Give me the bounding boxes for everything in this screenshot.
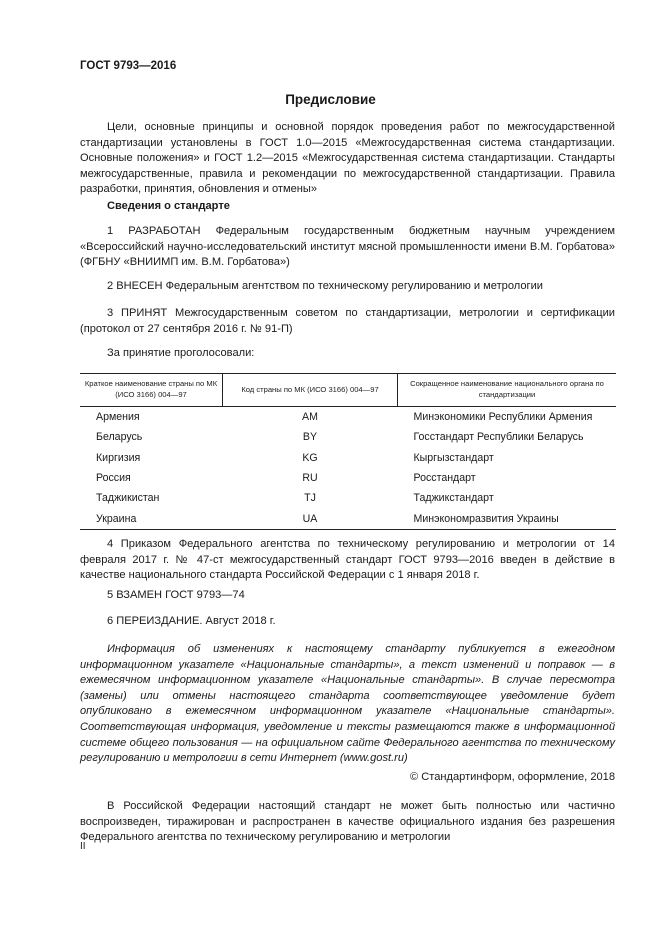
country-code: RU — [302, 472, 318, 485]
item-enacted: 4 Приказом Федерального агентства по техническому регулированию и метрологии от 14 февраля 2017 г. № 47-ст межгосударственный стандарт ГОСТ 9793—2016 введен в действие в качестве национального стандарта Российской Федерации с 1 января 2018 г. — [80, 538, 615, 582]
document-id: ГОСТ 9793—2016 — [80, 60, 177, 72]
voted-label: За принятие проголосовали: — [107, 347, 255, 359]
page-title: Предисловие — [285, 92, 376, 107]
country-name: Таджикистан — [96, 492, 160, 505]
standards-body: Кыргызстандарт — [413, 451, 494, 464]
country-code: KG — [302, 451, 318, 464]
page-number: II — [80, 841, 86, 852]
item-reissue: 6 ПЕРЕИЗДАНИЕ. Август 2018 г. — [107, 615, 276, 627]
country-name: Беларусь — [96, 431, 143, 444]
section-title: Сведения о стандарте — [107, 200, 230, 212]
country-name: Россия — [96, 472, 131, 485]
column-header-code: Код страны по МК (ИСО 3166) 004—97 — [223, 374, 398, 407]
standards-body: Росстандарт — [413, 472, 476, 485]
country-name: Киргизия — [96, 451, 141, 464]
info-notice: Информация об изменениях к настоящему стандарту публикуется в ежегодном информационном указателе «Национальные стандарты», а текст изменений и поправок — в ежемесячном информационном указателе «Национальные стандарты». В случае пересмотра (замены) или отмены настоящего стандарта соответствующее уведомление будет опубликовано в ежемесячном информационном указателе «Национальные стандарты». Соответствующая информация, уведомление и тексты размещаются также в информационной системе общего пользования — на официальном сайте Федерального агентства по техническому регулированию и метрологии в сети Интернет (www.gost.ru) — [80, 643, 615, 765]
reproduction-notice: В Российской Федерации настоящий стандарт не может быть полностью или частично воспроизведен, тиражирован и распространен в качестве официального издания без разрешения Федерального агентства по техническому регулированию и метрологии — [80, 800, 615, 844]
table-row — [80, 448, 616, 468]
item-submitted: 2 ВНЕСЕН Федеральным агентством по техническому регулированию и метрологии — [107, 280, 543, 292]
table-header-row — [80, 374, 616, 407]
country-code: BY — [302, 431, 318, 444]
table-row — [80, 427, 616, 447]
voting-countries-table — [80, 373, 616, 530]
table-row — [80, 407, 616, 428]
table-row — [80, 488, 616, 508]
item-adopted: 3 ПРИНЯТ Межгосударственным советом по стандартизации, метрологии и сертификации (протокол от 27 сентября 2016 г. № 91-П) — [80, 307, 615, 335]
column-header-standards-body: Сокращенное наименование национального органа по стандартизации — [398, 374, 617, 407]
country-name: Армения — [96, 411, 140, 424]
table-row — [80, 468, 616, 488]
country-code: UA — [223, 508, 398, 529]
item-replaces: 5 ВЗАМЕН ГОСТ 9793—74 — [107, 589, 245, 601]
table-row — [80, 508, 616, 529]
standards-body: Минэкономики Республики Армения — [413, 411, 593, 424]
standards-body: Госстандарт Республики Беларусь — [413, 431, 584, 444]
country-code: AM — [302, 411, 318, 424]
copyright: © Стандартинформ, оформление, 2018 — [410, 771, 615, 783]
standards-body: Таджикстандарт — [413, 492, 494, 505]
country-code: TJ — [304, 492, 316, 505]
item-developed: 1 РАЗРАБОТАН Федеральным государственным бюджетным научным учреждением «Всероссийский научно-исследовательский институт мясной промышленности имени В.М. Горбатова» (ФГБНУ «ВНИИМП им. В.М. Горбатова») — [80, 225, 615, 269]
intro-paragraph: Цели, основные принципы и основной порядок проведения работ по межгосударственной стандартизации установлены в ГОСТ 1.0—2015 «Межгосударственная система стандартизации. Основные положения» и ГОСТ 1.2—2015 «Межгосударственная система стандартизации. Стандарты межгосударственные, правила и рекомендации по межгосударственной стандартизации. Правила разработки, принятия, обновления и отмены» — [80, 121, 615, 196]
column-header-country: Краткое наименование страны по МК (ИСО 3166) 004—97 — [80, 374, 223, 407]
country-name: Украина — [80, 508, 223, 529]
standards-body: Минэкономразвития Украины — [398, 508, 617, 529]
